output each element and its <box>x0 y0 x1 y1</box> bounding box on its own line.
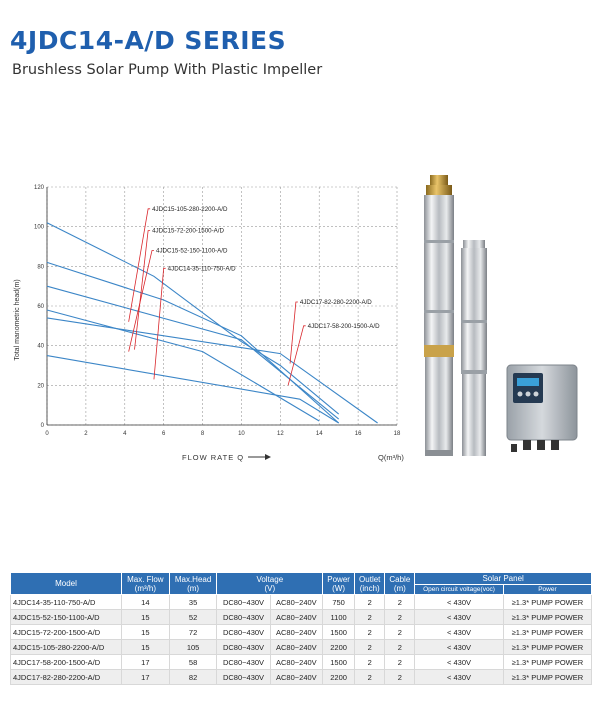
cell-dc: DC80~430V <box>217 595 270 610</box>
x-tick-label: 0 <box>45 431 49 437</box>
cell-pp: ≥1.3* PUMP POWER <box>503 640 591 655</box>
cell-cable: 2 <box>385 670 415 685</box>
cell-voc: < 430V <box>415 625 504 640</box>
cell-model: 4JDC17-82-280-2200-A/D <box>11 670 122 685</box>
pump-1-icon <box>424 175 454 456</box>
cell-ac: AC80~240V <box>270 640 323 655</box>
th-model: Model <box>11 573 122 595</box>
x-tick-label: 10 <box>238 431 245 437</box>
cell-outlet: 2 <box>355 655 385 670</box>
y-tick-label: 100 <box>33 224 44 231</box>
cell-cable: 2 <box>385 640 415 655</box>
cell-pp: ≥1.3* PUMP POWER <box>503 610 591 625</box>
table-row <box>11 610 592 625</box>
th-head: Max.Head (m) <box>169 573 217 595</box>
cell-outlet: 2 <box>355 625 385 640</box>
cell-voc: < 430V <box>415 610 504 625</box>
cell-flow: 17 <box>121 655 169 670</box>
cell-model: 4JDC15-72-200-1500-A/D <box>11 625 122 640</box>
cell-pp: ≥1.3* PUMP POWER <box>503 670 591 685</box>
cell-flow: 15 <box>121 625 169 640</box>
x-axis-label: FLOW RATE Q <box>182 453 245 462</box>
x-tick-label: 12 <box>276 431 284 437</box>
series-line <box>47 310 319 421</box>
x-tick-label: 18 <box>393 431 401 437</box>
page-subtitle: Brushless Solar Pump With Plastic Impeller <box>12 62 323 78</box>
th-solar-power: Power <box>503 585 591 595</box>
cell-flow: 15 <box>121 610 169 625</box>
series-label: 4JDC17-82-280-2200-A/D <box>299 299 372 307</box>
cell-model: 4JDC14-35-110-750-A/D <box>11 595 122 610</box>
cell-power: 2200 <box>323 640 355 655</box>
series-leader-line <box>290 302 298 363</box>
cell-ac: AC80~240V <box>270 610 323 625</box>
cell-power: 1100 <box>323 610 355 625</box>
controller-icon <box>507 365 577 452</box>
x-tick-label: 16 <box>354 431 362 437</box>
table-row <box>11 670 592 685</box>
cell-ac: AC80~240V <box>270 595 323 610</box>
cell-cable: 2 <box>385 595 415 610</box>
cell-dc: DC80~430V <box>217 610 270 625</box>
pump-product-image <box>405 170 600 470</box>
cell-cable: 2 <box>385 610 415 625</box>
y-tick-label: 20 <box>37 383 44 390</box>
x-tick-label: 6 <box>161 431 166 437</box>
x-tick-label: 4 <box>123 431 127 437</box>
series-label: 4JDC15-105-280-2200-A/D <box>152 205 228 213</box>
cell-flow: 17 <box>121 670 169 685</box>
cell-pp: ≥1.3* PUMP POWER <box>503 655 591 670</box>
cell-power: 1500 <box>323 625 355 640</box>
cell-head: 82 <box>169 670 217 685</box>
pump-performance-chart <box>0 175 405 470</box>
cell-outlet: 2 <box>355 610 385 625</box>
cell-head: 72 <box>169 625 217 640</box>
th-voltage: Voltage (V) <box>217 573 323 595</box>
cell-model: 4JDC15-52-150-1100-A/D <box>11 610 122 625</box>
th-flow: Max. Flow (m³/h) <box>121 573 169 595</box>
spec-table <box>10 572 592 685</box>
cell-dc: DC80~430V <box>217 625 270 640</box>
y-tick-label: 0 <box>40 423 44 429</box>
cell-head: 58 <box>169 655 217 670</box>
page-title: 4JDC14-A/D SERIES <box>10 26 287 55</box>
th-cable: Cable (m) <box>385 573 415 595</box>
th-power: Power (W) <box>323 573 355 595</box>
x-tick-label: 8 <box>200 431 205 437</box>
series-line <box>47 318 378 423</box>
cell-head: 35 <box>169 595 217 610</box>
th-solar-voc: Open circuit voltage(voc) <box>415 585 504 595</box>
cell-outlet: 2 <box>355 595 385 610</box>
cell-voc: < 430V <box>415 640 504 655</box>
cell-dc: DC80~430V <box>217 670 270 685</box>
cell-power: 2200 <box>323 670 355 685</box>
cell-power: 750 <box>323 595 355 610</box>
cell-voc: < 430V <box>415 655 504 670</box>
cell-voc: < 430V <box>415 670 504 685</box>
cell-ac: AC80~240V <box>270 670 323 685</box>
cell-model: 4JDC17-58-200-1500-A/D <box>11 655 122 670</box>
pump-2-icon <box>461 240 487 456</box>
series-label: 4JDC14-35-110-750-A/D <box>167 265 236 273</box>
cell-voc: < 430V <box>415 595 504 610</box>
cell-dc: DC80~430V <box>217 655 270 670</box>
x-tick-label: 2 <box>84 431 88 437</box>
x-axis-unit: Q(m³/h) <box>378 453 404 462</box>
cell-pp: ≥1.3* PUMP POWER <box>503 625 591 640</box>
cell-outlet: 2 <box>355 670 385 685</box>
table-row <box>11 625 592 640</box>
cell-flow: 14 <box>121 595 169 610</box>
table-row <box>11 640 592 655</box>
th-solar-panel: Solar Panel <box>415 573 592 585</box>
series-label: 4JDC15-72-200-1500-A/D <box>152 227 225 235</box>
y-tick-label: 40 <box>37 343 44 350</box>
cell-power: 1500 <box>323 655 355 670</box>
chart-axes <box>34 185 401 437</box>
chart-labels <box>152 206 380 330</box>
cell-pp: ≥1.3* PUMP POWER <box>503 595 591 610</box>
cell-model: 4JDC15-105-280-2200-A/D <box>11 640 122 655</box>
series-label: 4JDC15-52-150-1100-A/D <box>156 247 228 255</box>
table-row <box>11 595 592 610</box>
series-label: 4JDC17-58-200-1500-A/D <box>307 322 380 330</box>
x-axis-arrow <box>248 454 271 460</box>
cell-flow: 15 <box>121 640 169 655</box>
table-row <box>11 655 592 670</box>
cell-cable: 2 <box>385 625 415 640</box>
cell-outlet: 2 <box>355 640 385 655</box>
y-tick-label: 120 <box>33 185 44 191</box>
cell-cable: 2 <box>385 655 415 670</box>
cell-dc: DC80~430V <box>217 640 270 655</box>
cell-ac: AC80~240V <box>270 655 323 670</box>
y-tick-label: 80 <box>37 264 44 271</box>
series-leader-line <box>135 231 151 350</box>
y-axis-label: Total manometric head(m) <box>14 279 21 361</box>
x-tick-label: 14 <box>315 431 323 437</box>
series-line <box>47 356 339 423</box>
cell-ac: AC80~240V <box>270 625 323 640</box>
y-tick-label: 60 <box>37 304 44 310</box>
th-outlet: Outlet (inch) <box>355 573 385 595</box>
cell-head: 105 <box>169 640 217 655</box>
cell-head: 52 <box>169 610 217 625</box>
